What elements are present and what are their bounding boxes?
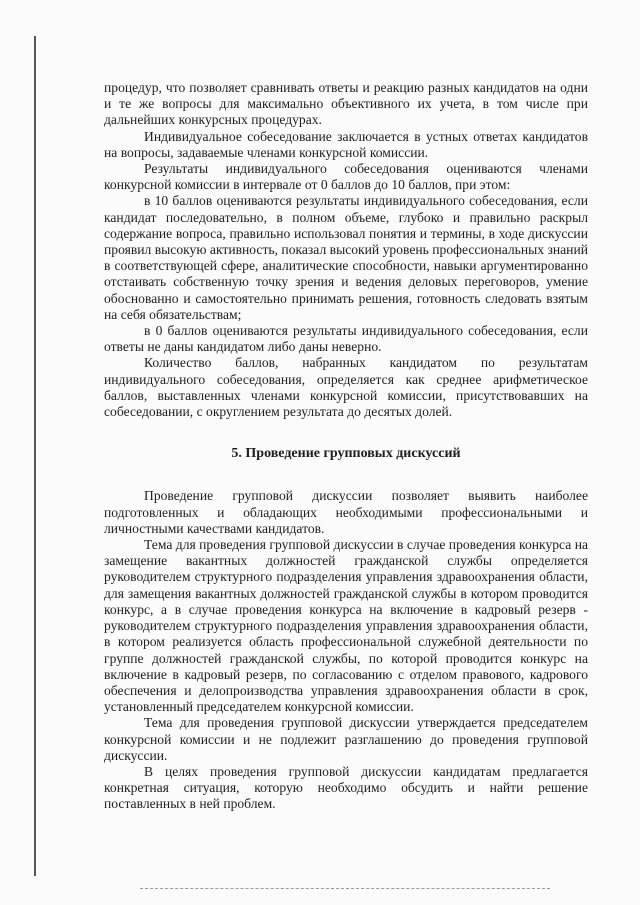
scan-bottom-edge (140, 888, 550, 890)
paragraph-1: процедур, что позволяет сравнивать ответы и реакцию разных кандидатов на одни и те же вопросы для максимально объективного их учета, в том числе при дальнейших конкурсных процедурах. (104, 80, 588, 128)
paragraph-5: в 0 баллов оцениваются результаты индивидуального собеседования, если ответы не даны кандидатом либо даны неверно. (104, 323, 588, 355)
paragraph-9: Тема для проведения групповой дискуссии утверждается председателем конкурсной комиссии и не подлежит разглашению до проведения групповой дискуссии. (104, 715, 588, 763)
paragraph-7: Проведение групповой дискуссии позволяет выявить наиболее подготовленных и обладающих необходимыми профессиональными и личностными качествами кандидатов. (104, 488, 588, 536)
paragraph-3: Результаты индивидуального собеседования оцениваются членами конкурсной комиссии в интервале от 0 баллов до 10 баллов, при этом: (104, 161, 588, 193)
paragraph-8: Тема для проведения групповой дискуссии в случае проведения конкурса на замещение вакантных должностей гражданской службы определяется руководителем структурного подразделения управления здравоохранения области, для замещения вакантных должностей гражданской службы в котором проводится конкурс, а в случае проведения конкурса на включение в кадровый резерв - руководителем структурного подразделения управления здравоохранения области, в котором реализуется область профессиональной служебной деятельности по группе должностей гражданской службы, по которой проводится конкурс на включение в кадровый резерв, по согласованию с отделом правового, кадрового обеспечения и делопроизводства управления здравоохранения области в срок, установленный председателем конкурсной комиссии. (104, 537, 588, 715)
paragraph-6: Количество баллов, набранных кандидатом по результатам индивидуального собеседования, определяется как среднее арифметическое баллов, выставленных членами конкурсной комиссии, присутствовавших на собеседовании, с округлением результата до десятых долей. (104, 355, 588, 420)
section-heading: 5. Проведение групповых дискуссий (231, 446, 461, 462)
document-page (104, 80, 588, 813)
paragraph-2: Индивидуальное собеседование заключается в устных ответах кандидатов на вопросы, задаваемые членами конкурсной комиссии. (104, 128, 588, 160)
paragraph-10: В целях проведения групповой дискуссии кандидатам предлагается конкретная ситуация, которую необходимо обсудить и найти решение поставленных в ней проблем. (104, 763, 588, 812)
scan-left-edge (34, 36, 36, 876)
paragraph-4: в 10 баллов оцениваются результаты индивидуального собеседования, если кандидат последовательно, в полном объеме, глубоко и правильно раскрыл содержание вопроса, правильно использовал понятия и термины, в ходе дискуссии проявил высокую активность, показал высокий уровень профессиональных знаний в соответствующей сфере, аналитические способности, навыки аргументированно отстаивать собственную точку зрения и ведения деловых переговоров, умение обоснованно и самостоятельно принимать решения, готовность следовать взятым на себя обязательствам; (104, 193, 588, 322)
